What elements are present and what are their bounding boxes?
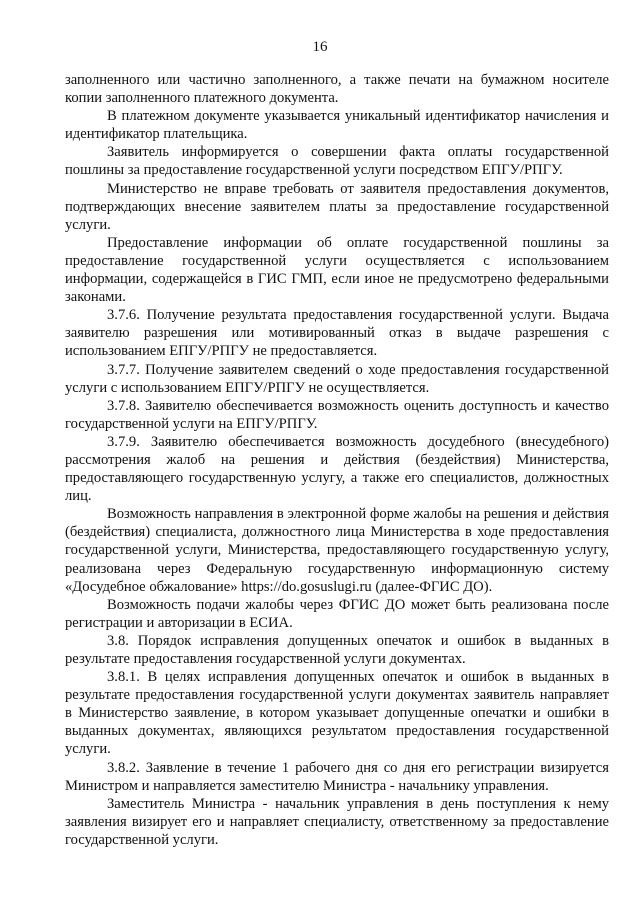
document-body bbox=[65, 71, 609, 849]
page-number: 16 bbox=[312, 39, 328, 55]
paragraph: Возможность подачи жалобы через ФГИС ДО может быть реализована после регистрации и авторизации в ЕСИА. bbox=[65, 596, 609, 631]
paragraph: Министерство не вправе требовать от заявителя предоставления документов, подтверждающих внесение заявителем платы за предоставление государственной услуги. bbox=[65, 180, 609, 233]
paragraph: 3.7.6. Получение результата предоставления государственной услуги. Выдача заявителю разрешения или мотивированный отказ в выдаче разрешения с использованием ЕПГУ/РПГУ не предоставляется. bbox=[65, 307, 609, 360]
paragraph: Заместитель Министра - начальник управления в день поступления к нему заявления визирует его и направляет специалисту, ответственному за предоставление государственной услуги. bbox=[65, 795, 609, 848]
paragraph: Возможность направления в электронной форме жалобы на решения и действия (бездействия) специалиста, должностного лица Министерства в ходе предоставления государственной услуги, Министерства, предоставляющего государственную услугу, реализована через Федеральную государственную информационную систему «Досудебное обжалование» https://do.gosuslugi.ru (далее-ФГИС ДО). bbox=[65, 506, 609, 595]
paragraph: Заявитель информируется о совершении факта оплаты государственной пошлины за предоставление государственной услуги посредством ЕПГУ/РПГУ. bbox=[65, 144, 609, 179]
paragraph: 3.8. Порядок исправления допущенных опечаток и ошибок в выданных в результате предоставления государственной услуги документах. bbox=[65, 632, 609, 667]
paragraph: заполненного или частично заполненного, а также печати на бумажном носителе копии заполненного платежного документа. bbox=[65, 72, 609, 107]
paragraph: 3.7.9. Заявителю обеспечивается возможность досудебного (внесудебного) рассмотрения жалоб на решения и действия (бездействия) Министерства, предоставляющего государственную услугу, а также его специалистов, должностных лиц. bbox=[65, 433, 609, 505]
paragraph: 3.8.2. Заявление в течение 1 рабочего дня со дня его регистрации визируется Министром и направляется заместителю Министра - начальнику управления. bbox=[65, 759, 609, 794]
paragraph: Предоставление информации об оплате государственной пошлины за предоставление государственной услуги осуществляется с использованием информации, содержащейся в ГИС ГМП, если иное не предусмотрено федеральными законами. bbox=[65, 234, 609, 306]
paragraph: В платежном документе указывается уникальный идентификатор начисления и идентификатор плательщика. bbox=[65, 108, 609, 143]
paragraph: 3.7.7. Получение заявителем сведений о ходе предоставления государственной услуги с использованием ЕПГУ/РПГУ не осуществляется. bbox=[65, 361, 609, 396]
paragraph: 3.8.1. В целях исправления допущенных опечаток и ошибок в выданных в результате предоставления государственной услуги документах заявитель направляет в Министерство заявление, в котором указывает допущенные опечатки и ошибки в выданных документах, являющихся результатом предоставления государственной услуги. bbox=[65, 669, 609, 758]
paragraph: 3.7.8. Заявителю обеспечивается возможность оценить доступность и качество государственной услуги на ЕПГУ/РПГУ. bbox=[65, 397, 609, 432]
